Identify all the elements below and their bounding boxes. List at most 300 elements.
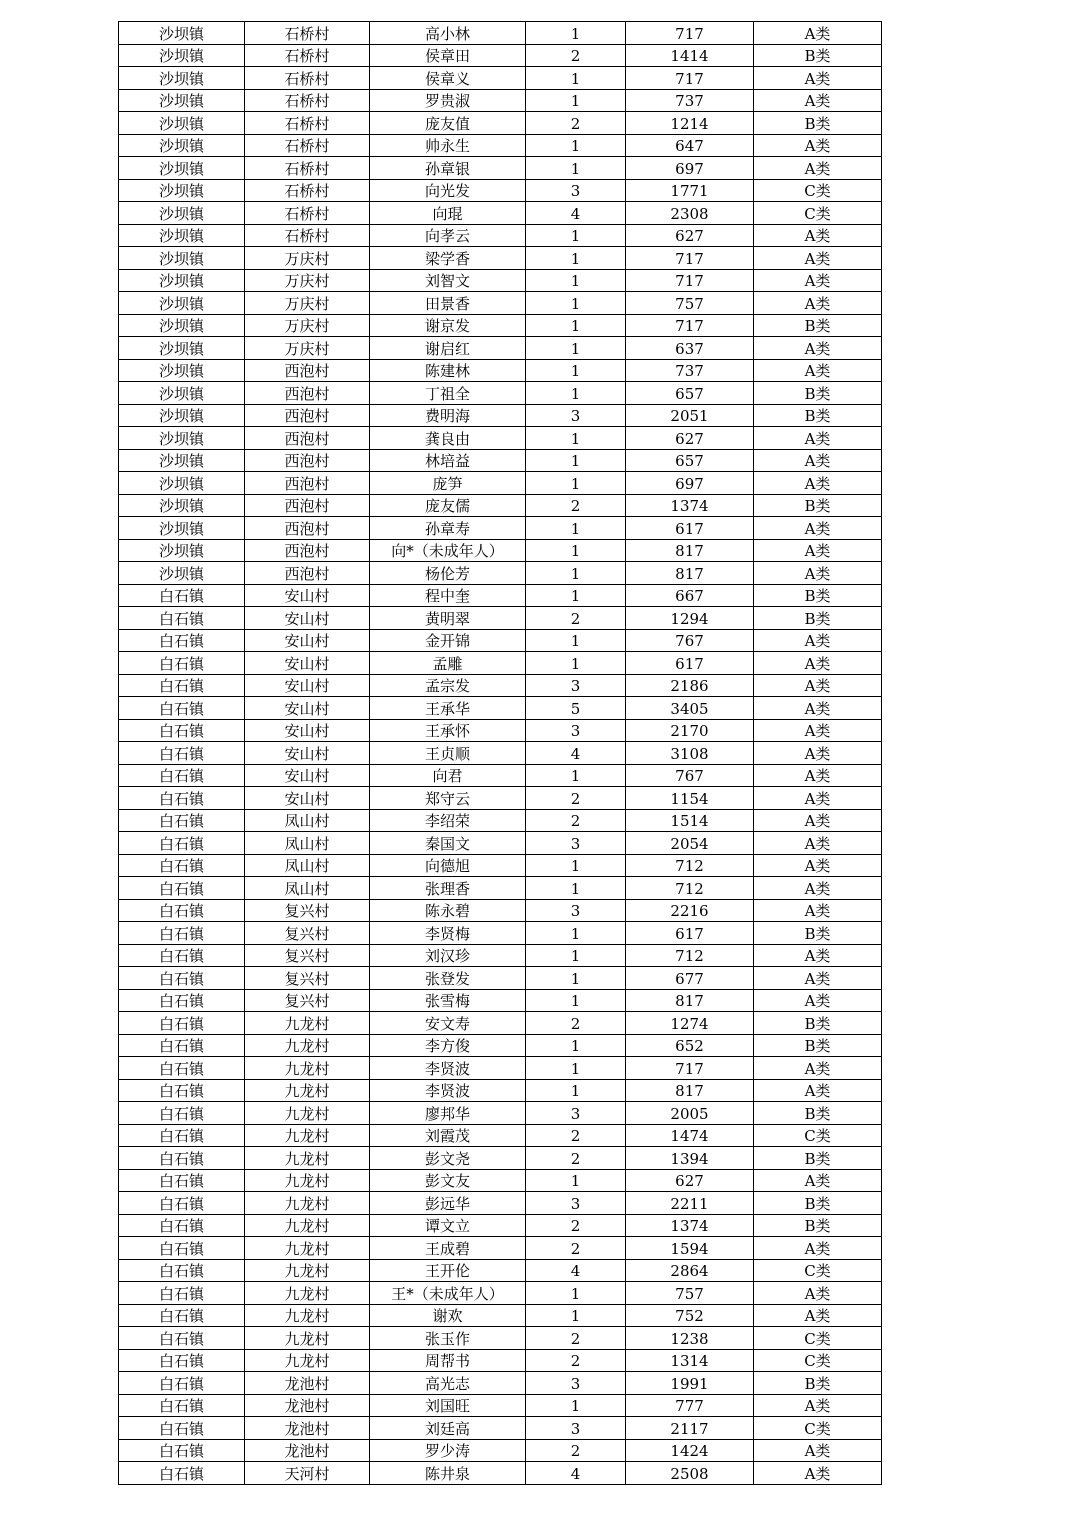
name-cell: 庞友儒 [370, 494, 526, 517]
amount-cell: 1594 [626, 1237, 754, 1260]
count-cell: 1 [526, 134, 626, 157]
count-cell: 1 [526, 449, 626, 472]
count-cell: 1 [526, 359, 626, 382]
town-cell: 白石镇 [119, 1304, 245, 1327]
amount-cell: 617 [626, 652, 754, 675]
village-cell: 九龙村 [245, 1147, 370, 1170]
name-cell: 谢京发 [370, 314, 526, 337]
count-cell: 1 [526, 269, 626, 292]
town-cell: 白石镇 [119, 719, 245, 742]
amount-cell: 1274 [626, 1012, 754, 1035]
town-cell: 沙坝镇 [119, 472, 245, 495]
amount-cell: 717 [626, 269, 754, 292]
name-cell: 刘霞茂 [370, 1124, 526, 1147]
name-cell: 高光志 [370, 1372, 526, 1395]
category-cell: A类 [754, 1237, 882, 1260]
village-cell: 石桥村 [245, 202, 370, 225]
table-row [119, 652, 882, 675]
table-row [119, 854, 882, 877]
category-cell: A类 [754, 1394, 882, 1417]
table-row [119, 899, 882, 922]
amount-cell: 617 [626, 922, 754, 945]
table-row [119, 742, 882, 765]
village-cell: 九龙村 [245, 1304, 370, 1327]
table-row [119, 292, 882, 315]
count-cell: 2 [526, 44, 626, 67]
name-cell: 刘汉珍 [370, 944, 526, 967]
count-cell: 2 [526, 787, 626, 810]
village-cell: 西泡村 [245, 539, 370, 562]
name-cell: 李绍荣 [370, 809, 526, 832]
amount-cell: 657 [626, 382, 754, 405]
category-cell: A类 [754, 1462, 882, 1485]
table-row [119, 337, 882, 360]
table-row [119, 1372, 882, 1395]
name-cell: 高小林 [370, 22, 526, 45]
table-row [119, 1102, 882, 1125]
village-cell: 西泡村 [245, 449, 370, 472]
count-cell: 1 [526, 67, 626, 90]
count-cell: 1 [526, 292, 626, 315]
town-cell: 白石镇 [119, 742, 245, 765]
table-row [119, 1282, 882, 1305]
table-row [119, 427, 882, 450]
name-cell: 向光发 [370, 179, 526, 202]
town-cell: 白石镇 [119, 989, 245, 1012]
name-cell: 郑守云 [370, 787, 526, 810]
town-cell: 白石镇 [119, 1079, 245, 1102]
town-cell: 沙坝镇 [119, 337, 245, 360]
town-cell: 白石镇 [119, 1349, 245, 1372]
name-cell: 侯章田 [370, 44, 526, 67]
village-cell: 万庆村 [245, 292, 370, 315]
category-cell: A类 [754, 967, 882, 990]
village-cell: 九龙村 [245, 1237, 370, 1260]
town-cell: 沙坝镇 [119, 157, 245, 180]
table-row [119, 269, 882, 292]
village-cell: 安山村 [245, 652, 370, 675]
town-cell: 沙坝镇 [119, 359, 245, 382]
table-row [119, 157, 882, 180]
table-row [119, 944, 882, 967]
category-cell: A类 [754, 877, 882, 900]
count-cell: 1 [526, 922, 626, 945]
count-cell: 1 [526, 584, 626, 607]
village-cell: 九龙村 [245, 1282, 370, 1305]
count-cell: 1 [526, 247, 626, 270]
count-cell: 1 [526, 157, 626, 180]
table-row [119, 607, 882, 630]
category-cell: C类 [754, 202, 882, 225]
town-cell: 白石镇 [119, 1462, 245, 1485]
village-cell: 九龙村 [245, 1079, 370, 1102]
town-cell: 白石镇 [119, 944, 245, 967]
amount-cell: 817 [626, 562, 754, 585]
table-row [119, 1259, 882, 1282]
village-cell: 复兴村 [245, 899, 370, 922]
name-cell: 田景香 [370, 292, 526, 315]
table-row [119, 1057, 882, 1080]
table-row [119, 179, 882, 202]
village-cell: 西泡村 [245, 427, 370, 450]
count-cell: 1 [526, 22, 626, 45]
amount-cell: 2308 [626, 202, 754, 225]
name-cell: 罗贵淑 [370, 89, 526, 112]
town-cell: 白石镇 [119, 1012, 245, 1035]
category-cell: A类 [754, 1169, 882, 1192]
name-cell: 向琨 [370, 202, 526, 225]
table-row [119, 1214, 882, 1237]
category-cell: C类 [754, 1124, 882, 1147]
town-cell: 沙坝镇 [119, 202, 245, 225]
category-cell: A类 [754, 89, 882, 112]
table-row [119, 247, 882, 270]
count-cell: 2 [526, 1214, 626, 1237]
category-cell: A类 [754, 67, 882, 90]
table-row [119, 787, 882, 810]
amount-cell: 767 [626, 629, 754, 652]
count-cell: 1 [526, 224, 626, 247]
count-cell: 4 [526, 1259, 626, 1282]
name-cell: 孟雕 [370, 652, 526, 675]
count-cell: 1 [526, 967, 626, 990]
town-cell: 沙坝镇 [119, 292, 245, 315]
category-cell: C类 [754, 1327, 882, 1350]
category-cell: A类 [754, 427, 882, 450]
town-cell: 白石镇 [119, 674, 245, 697]
amount-cell: 1294 [626, 607, 754, 630]
name-cell: 向德旭 [370, 854, 526, 877]
table-row [119, 1304, 882, 1327]
village-cell: 万庆村 [245, 247, 370, 270]
table-row [119, 584, 882, 607]
amount-cell: 1771 [626, 179, 754, 202]
village-cell: 石桥村 [245, 44, 370, 67]
count-cell: 1 [526, 1304, 626, 1327]
name-cell: 程中奎 [370, 584, 526, 607]
amount-cell: 2170 [626, 719, 754, 742]
village-cell: 西泡村 [245, 517, 370, 540]
town-cell: 白石镇 [119, 1057, 245, 1080]
amount-cell: 657 [626, 449, 754, 472]
table-row [119, 472, 882, 495]
table-row [119, 1327, 882, 1350]
category-cell: B类 [754, 584, 882, 607]
category-cell: A类 [754, 989, 882, 1012]
town-cell: 沙坝镇 [119, 517, 245, 540]
village-cell: 安山村 [245, 787, 370, 810]
count-cell: 5 [526, 697, 626, 720]
village-cell: 西泡村 [245, 472, 370, 495]
table-row [119, 44, 882, 67]
name-cell: 王开伦 [370, 1259, 526, 1282]
town-cell: 白石镇 [119, 1102, 245, 1125]
table-row [119, 1012, 882, 1035]
amount-cell: 2005 [626, 1102, 754, 1125]
table-row [119, 832, 882, 855]
amount-cell: 627 [626, 427, 754, 450]
amount-cell: 2054 [626, 832, 754, 855]
village-cell: 复兴村 [245, 989, 370, 1012]
category-cell: B类 [754, 382, 882, 405]
table-body [119, 22, 882, 1485]
name-cell: 安文寿 [370, 1012, 526, 1035]
amount-cell: 697 [626, 157, 754, 180]
name-cell: 孟宗发 [370, 674, 526, 697]
count-cell: 4 [526, 202, 626, 225]
count-cell: 1 [526, 1394, 626, 1417]
table-row [119, 809, 882, 832]
name-cell: 张雪梅 [370, 989, 526, 1012]
village-cell: 安山村 [245, 697, 370, 720]
town-cell: 白石镇 [119, 1034, 245, 1057]
category-cell: A类 [754, 157, 882, 180]
amount-cell: 667 [626, 584, 754, 607]
amount-cell: 637 [626, 337, 754, 360]
count-cell: 3 [526, 1372, 626, 1395]
amount-cell: 1314 [626, 1349, 754, 1372]
name-cell: 向孝云 [370, 224, 526, 247]
count-cell: 1 [526, 877, 626, 900]
name-cell: 谢启红 [370, 337, 526, 360]
category-cell: A类 [754, 269, 882, 292]
count-cell: 3 [526, 899, 626, 922]
village-cell: 安山村 [245, 674, 370, 697]
amount-cell: 1394 [626, 1147, 754, 1170]
count-cell: 1 [526, 89, 626, 112]
table-row [119, 1462, 882, 1485]
table-row [119, 1079, 882, 1102]
count-cell: 1 [526, 1169, 626, 1192]
town-cell: 白石镇 [119, 922, 245, 945]
town-cell: 沙坝镇 [119, 314, 245, 337]
name-cell: 王成碧 [370, 1237, 526, 1260]
town-cell: 白石镇 [119, 652, 245, 675]
table-row [119, 404, 882, 427]
town-cell: 沙坝镇 [119, 224, 245, 247]
count-cell: 2 [526, 112, 626, 135]
amount-cell: 2864 [626, 1259, 754, 1282]
table-row [119, 134, 882, 157]
table-row [119, 1237, 882, 1260]
category-cell: A类 [754, 742, 882, 765]
amount-cell: 3108 [626, 742, 754, 765]
category-cell: A类 [754, 787, 882, 810]
count-cell: 2 [526, 1012, 626, 1035]
town-cell: 沙坝镇 [119, 44, 245, 67]
amount-cell: 2508 [626, 1462, 754, 1485]
town-cell: 白石镇 [119, 629, 245, 652]
amount-cell: 1154 [626, 787, 754, 810]
name-cell: 彭文友 [370, 1169, 526, 1192]
category-cell: A类 [754, 472, 882, 495]
table-row [119, 719, 882, 742]
category-cell: A类 [754, 539, 882, 562]
village-cell: 西泡村 [245, 359, 370, 382]
name-cell: 杨伦芳 [370, 562, 526, 585]
table-row [119, 697, 882, 720]
category-cell: A类 [754, 674, 882, 697]
village-cell: 九龙村 [245, 1259, 370, 1282]
count-cell: 3 [526, 1417, 626, 1440]
village-cell: 龙池村 [245, 1372, 370, 1395]
name-cell: 刘廷高 [370, 1417, 526, 1440]
village-cell: 安山村 [245, 584, 370, 607]
category-cell: C类 [754, 1417, 882, 1440]
table-row [119, 517, 882, 540]
name-cell: 秦国文 [370, 832, 526, 855]
town-cell: 白石镇 [119, 967, 245, 990]
category-cell: A类 [754, 449, 882, 472]
table-row [119, 67, 882, 90]
amount-cell: 717 [626, 67, 754, 90]
table-row [119, 877, 882, 900]
count-cell: 1 [526, 427, 626, 450]
name-cell: 刘智文 [370, 269, 526, 292]
village-cell: 九龙村 [245, 1124, 370, 1147]
count-cell: 1 [526, 764, 626, 787]
category-cell: A类 [754, 517, 882, 540]
table-row [119, 1169, 882, 1192]
village-cell: 九龙村 [245, 1169, 370, 1192]
name-cell: 黄明翠 [370, 607, 526, 630]
village-cell: 石桥村 [245, 179, 370, 202]
name-cell: 陈井泉 [370, 1462, 526, 1485]
town-cell: 沙坝镇 [119, 539, 245, 562]
count-cell: 1 [526, 517, 626, 540]
amount-cell: 2216 [626, 899, 754, 922]
amount-cell: 1414 [626, 44, 754, 67]
name-cell: 周帮书 [370, 1349, 526, 1372]
name-cell: 王*（未成年人） [370, 1282, 526, 1305]
count-cell: 1 [526, 854, 626, 877]
category-cell: A类 [754, 652, 882, 675]
name-cell: 向君 [370, 764, 526, 787]
table-row [119, 1124, 882, 1147]
town-cell: 沙坝镇 [119, 269, 245, 292]
town-cell: 白石镇 [119, 877, 245, 900]
category-cell: B类 [754, 1147, 882, 1170]
category-cell: C类 [754, 1349, 882, 1372]
village-cell: 九龙村 [245, 1034, 370, 1057]
village-cell: 万庆村 [245, 337, 370, 360]
name-cell: 陈永碧 [370, 899, 526, 922]
village-cell: 石桥村 [245, 157, 370, 180]
village-cell: 万庆村 [245, 269, 370, 292]
category-cell: A类 [754, 1079, 882, 1102]
village-cell: 九龙村 [245, 1327, 370, 1350]
table-row [119, 1147, 882, 1170]
village-cell: 西泡村 [245, 494, 370, 517]
table-row [119, 1439, 882, 1462]
town-cell: 沙坝镇 [119, 382, 245, 405]
name-cell: 陈建林 [370, 359, 526, 382]
count-cell: 1 [526, 989, 626, 1012]
village-cell: 安山村 [245, 607, 370, 630]
count-cell: 3 [526, 179, 626, 202]
town-cell: 白石镇 [119, 1394, 245, 1417]
category-cell: C类 [754, 1259, 882, 1282]
amount-cell: 717 [626, 314, 754, 337]
count-cell: 2 [526, 1439, 626, 1462]
village-cell: 安山村 [245, 629, 370, 652]
amount-cell: 717 [626, 1057, 754, 1080]
town-cell: 白石镇 [119, 764, 245, 787]
count-cell: 1 [526, 629, 626, 652]
amount-cell: 617 [626, 517, 754, 540]
category-cell: A类 [754, 854, 882, 877]
data-table [118, 21, 882, 1485]
amount-cell: 1514 [626, 809, 754, 832]
category-cell: A类 [754, 134, 882, 157]
category-cell: A类 [754, 1439, 882, 1462]
table-row [119, 382, 882, 405]
table-row [119, 1034, 882, 1057]
town-cell: 白石镇 [119, 584, 245, 607]
name-cell: 林培益 [370, 449, 526, 472]
table-row [119, 22, 882, 45]
count-cell: 1 [526, 944, 626, 967]
village-cell: 万庆村 [245, 314, 370, 337]
amount-cell: 1238 [626, 1327, 754, 1350]
amount-cell: 757 [626, 1282, 754, 1305]
table-row [119, 314, 882, 337]
category-cell: B类 [754, 314, 882, 337]
category-cell: B类 [754, 1034, 882, 1057]
count-cell: 2 [526, 607, 626, 630]
town-cell: 白石镇 [119, 1124, 245, 1147]
amount-cell: 652 [626, 1034, 754, 1057]
town-cell: 白石镇 [119, 899, 245, 922]
name-cell: 李方俊 [370, 1034, 526, 1057]
name-cell: 龚良由 [370, 427, 526, 450]
category-cell: A类 [754, 764, 882, 787]
village-cell: 九龙村 [245, 1214, 370, 1237]
count-cell: 1 [526, 562, 626, 585]
name-cell: 李贤梅 [370, 922, 526, 945]
town-cell: 沙坝镇 [119, 404, 245, 427]
amount-cell: 717 [626, 22, 754, 45]
town-cell: 白石镇 [119, 1169, 245, 1192]
amount-cell: 1374 [626, 494, 754, 517]
amount-cell: 817 [626, 539, 754, 562]
table-row [119, 674, 882, 697]
table-row [119, 562, 882, 585]
table-row [119, 539, 882, 562]
table-row [119, 359, 882, 382]
name-cell: 庞友值 [370, 112, 526, 135]
name-cell: 金开锦 [370, 629, 526, 652]
town-cell: 白石镇 [119, 1147, 245, 1170]
town-cell: 白石镇 [119, 1372, 245, 1395]
count-cell: 1 [526, 382, 626, 405]
count-cell: 2 [526, 1147, 626, 1170]
count-cell: 3 [526, 404, 626, 427]
category-cell: A类 [754, 1282, 882, 1305]
name-cell: 彭文尧 [370, 1147, 526, 1170]
village-cell: 西泡村 [245, 562, 370, 585]
amount-cell: 817 [626, 989, 754, 1012]
village-cell: 石桥村 [245, 67, 370, 90]
town-cell: 沙坝镇 [119, 179, 245, 202]
name-cell: 李贤波 [370, 1057, 526, 1080]
amount-cell: 817 [626, 1079, 754, 1102]
town-cell: 沙坝镇 [119, 494, 245, 517]
town-cell: 白石镇 [119, 697, 245, 720]
village-cell: 九龙村 [245, 1102, 370, 1125]
amount-cell: 627 [626, 224, 754, 247]
category-cell: B类 [754, 1192, 882, 1215]
